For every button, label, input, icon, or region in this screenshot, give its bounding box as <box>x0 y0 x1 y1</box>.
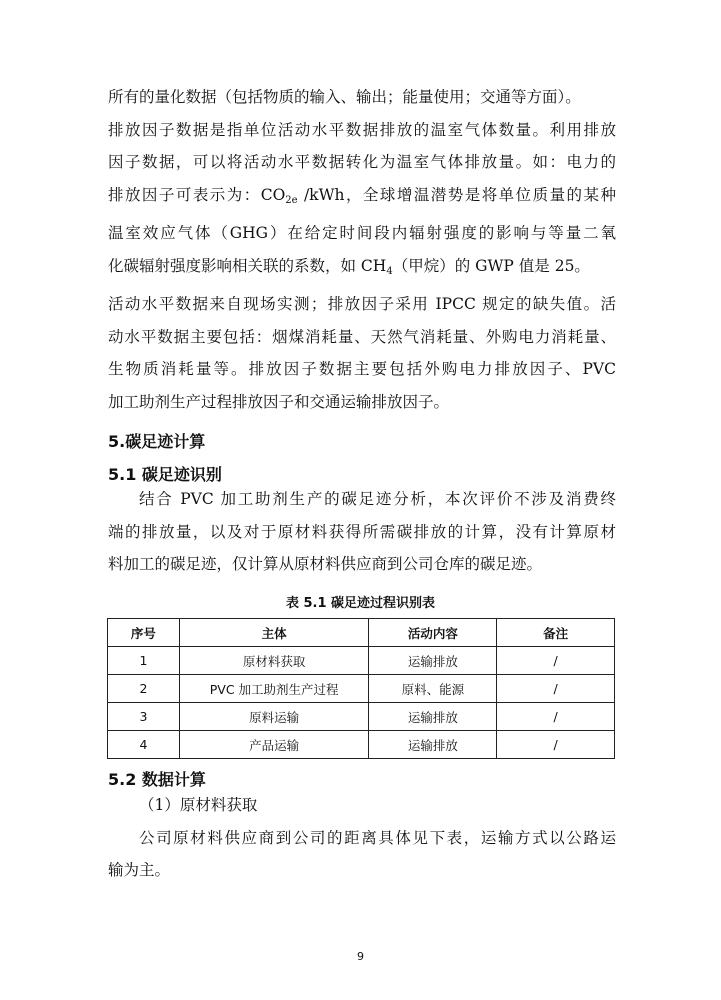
table-row <box>108 703 615 731</box>
header-cell: 主体 <box>179 619 369 647</box>
text-line: 化碳辐射强度影响相关联的系数，如 $CH_4$（甲烷）的 GWP 值是 25。 <box>108 256 590 277</box>
text-line: 公司原材料供应商到公司的距离具体见下表，运输方式以公路运 <box>139 828 616 847</box>
text-line: 生物质消耗量等。排放因子数据主要包括外购电力排放因子、PVC <box>108 360 616 378</box>
table-cell: / <box>497 647 615 675</box>
subsection-heading: 5.2 数据计算 <box>108 770 206 789</box>
text-line: 输为主。 <box>108 861 171 879</box>
table-cell: / <box>497 731 615 759</box>
table-cell: / <box>497 675 615 703</box>
text-line: 温室效应气体（GHG）在给定时间段内辐射强度的影响与等量二氧 <box>108 224 616 242</box>
table-cell: PVC 加工助剂生产过程 <box>179 675 369 703</box>
header-cell: 备注 <box>497 619 615 647</box>
intro-text <box>108 81 616 418</box>
text-line: 端的排放量，以及对于原材料获得所需碳排放的计算，没有计算原材 <box>108 522 616 541</box>
text-line: 排放因子数据是指单位活动水平数据排放的温室气体数量。利用排放 <box>108 120 616 139</box>
section-heading: 5.碳足迹计算 <box>108 432 206 451</box>
table-cell: 运输排放 <box>369 731 497 759</box>
text-line: 加工助剂生产过程排放因子和交通运输排放因子。 <box>108 392 450 411</box>
text-line: 因子数据，可以将活动水平数据转化为温室气体排放量。如：电力的 <box>108 153 616 171</box>
table-cell: 运输排放 <box>369 647 497 675</box>
table-caption: 表 5.1 碳足迹过程识别表 <box>285 596 436 611</box>
table-cell: 原料、能源 <box>369 675 497 703</box>
table-header-row <box>108 619 615 647</box>
text-line: 活动水平数据来自现场实测；排放因子采用 IPCC 规定的缺失值。活 <box>108 295 616 313</box>
table-cell: 运输排放 <box>369 703 497 731</box>
table-row <box>108 731 615 759</box>
footprint-table <box>107 618 615 759</box>
text-line: 结合 PVC 加工助剂生产的碳足迹分析，本次评价不涉及消费终 <box>139 490 616 508</box>
text-line: 动水平数据主要包括：烟煤消耗量、天然气消耗量、外购电力消耗量、 <box>108 327 616 346</box>
table-cell: 1 <box>108 647 180 675</box>
section-5-1-text <box>108 483 616 581</box>
list-item: （1）原材料获取 <box>139 796 258 814</box>
table-cell: 原料运输 <box>179 703 369 731</box>
header-cell: 活动内容 <box>369 619 497 647</box>
table-cell: / <box>497 703 615 731</box>
table-cell: 2 <box>108 675 180 703</box>
table-row <box>108 675 615 703</box>
text-line: 料加工的碳足迹，仅计算从原材料供应商到公司仓库的碳足迹。 <box>108 555 543 573</box>
table-row <box>108 647 615 675</box>
text-line: 排放因子可表示为：$CO_{2e}$ /kWh，全球增温潜势是将单位质量的某种 <box>108 185 616 206</box>
text-line: 所有的量化数据（包括物质的输入、输出；能量使用；交通等方面）。 <box>108 88 581 106</box>
section-5-2-text <box>108 789 616 887</box>
header-cell: 序号 <box>108 619 180 647</box>
table-cell: 3 <box>108 703 180 731</box>
table-cell: 产品运输 <box>179 731 369 759</box>
subsection-heading: 5.1 碳足迹识别 <box>108 465 222 484</box>
page-number: 9 <box>357 950 364 963</box>
table-cell: 原材料获取 <box>179 647 369 675</box>
table-cell: 4 <box>108 731 180 759</box>
